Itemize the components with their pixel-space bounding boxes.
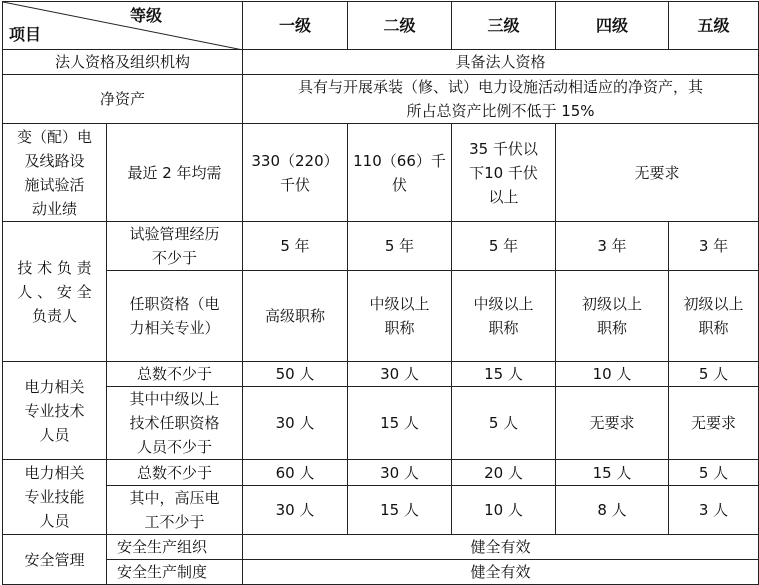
experience-label (107, 222, 243, 271)
item-label: 项目 (9, 25, 42, 44)
text-line: 试验管理经历 (129, 225, 220, 243)
skill-staff-hv-level-1: 30 人 (243, 486, 348, 535)
safety-sys-value: 健全有效 (243, 560, 759, 585)
level-3-header: 三级 (452, 2, 556, 50)
text-line: 千伏 (279, 175, 310, 194)
text-line: 初级以上 (683, 295, 744, 313)
qualification-level-5 (669, 271, 759, 362)
text-line: 力相关专业） (129, 319, 220, 337)
qualification-label (107, 271, 243, 362)
skill-staff-hv-level-4: 8 人 (556, 486, 669, 535)
text-line: 动业绩 (31, 199, 77, 218)
performance-level-3 (452, 124, 556, 222)
level-5-header: 五级 (669, 2, 759, 50)
tech-staff-category (3, 362, 107, 460)
tech-staff-total-level-1: 50 人 (243, 362, 348, 387)
diagonal-header-cell (3, 2, 243, 50)
skill-staff-total-level-2: 30 人 (348, 460, 452, 486)
text-line: 中级以上 (369, 295, 430, 313)
tech-staff-total-level-4: 10 人 (556, 362, 669, 387)
skill-staff-total-level-4: 15 人 (556, 460, 669, 486)
qualification-level-3 (452, 271, 556, 362)
skill-staff-hv-level-3: 10 人 (452, 486, 556, 535)
skill-staff-hv-label (107, 486, 243, 535)
text-line: 人员 (39, 425, 70, 444)
tech-lead-qualification-row (3, 271, 759, 362)
skill-staff-total-level-5: 5 人 (669, 460, 759, 486)
text-line: 职称 (488, 319, 519, 337)
text-line: 专业技能 (24, 488, 85, 506)
performance-level-4-5: 无要求 (556, 124, 759, 222)
safety-sys-label: 安全生产制度 (107, 560, 243, 585)
text-line: 中级以上 (473, 295, 534, 313)
text-line: 施试验活 (24, 175, 85, 194)
text-line: 职称 (596, 319, 627, 337)
text-line: 人员 (39, 512, 70, 530)
qualification-level-4 (556, 271, 669, 362)
qualification-level-2 (348, 271, 452, 362)
text-line: 负责人 (31, 306, 77, 325)
safety-org-value: 健全有效 (243, 535, 759, 560)
text-line: 职称 (384, 319, 415, 337)
skill-staff-total-level-3: 20 人 (452, 460, 556, 486)
legal-row (3, 50, 759, 75)
tech-staff-mid-row (3, 387, 759, 460)
performance-level-1 (243, 124, 348, 222)
text-line: 技术任职资格 (129, 414, 220, 432)
text-line: 专业技术 (24, 401, 85, 420)
experience-level-1: 5 年 (243, 222, 348, 271)
tech-staff-mid-level-1: 30 人 (243, 387, 348, 460)
tech-staff-mid-level-2: 15 人 (348, 387, 452, 460)
performance-level-2 (348, 124, 452, 222)
tech-lead-experience-row (3, 222, 759, 271)
skill-staff-total-row (3, 460, 759, 486)
skill-staff-total-label: 总数不少于 (107, 460, 243, 486)
tech-staff-total-label: 总数不少于 (107, 362, 243, 387)
grade-label: 等级 (129, 6, 162, 25)
experience-level-4: 3 年 (556, 222, 669, 271)
text-line: 35 千伏以 (469, 139, 538, 158)
assets-value-line: 所占总资产比例不低于 15% (406, 102, 595, 120)
safety-org-label: 安全生产组织 (107, 535, 243, 560)
skill-staff-hv-level-5: 3 人 (669, 486, 759, 535)
text-line: 工不少于 (144, 513, 205, 531)
qualification-level-1 (243, 271, 348, 362)
text-line: 下10 千伏 (469, 163, 538, 182)
text-line: 及线路设 (24, 151, 85, 170)
tech-staff-total-level-5: 5 人 (669, 362, 759, 387)
tech-staff-mid-level-4: 无要求 (556, 387, 669, 460)
skill-staff-total-level-1: 60 人 (243, 460, 348, 486)
safety-category: 安全管理 (3, 535, 107, 585)
legal-value: 具备法人资格 (243, 50, 759, 75)
text-line: 330（220） (251, 151, 339, 170)
skill-staff-category (3, 460, 107, 535)
text-line: 初级以上 (581, 295, 642, 313)
qualification-table (2, 1, 759, 585)
tech-staff-total-row (3, 362, 759, 387)
text-line: 职称 (698, 319, 729, 337)
text-line: 人 、 安 全 (17, 282, 92, 301)
assets-value-line: 具有与开展承装（修、试）电力设施活动相适应的净资产，其 (297, 78, 703, 96)
text-line: 伏 (391, 175, 407, 194)
experience-level-3: 5 年 (452, 222, 556, 271)
tech-staff-total-level-2: 30 人 (348, 362, 452, 387)
text-line: 以上 (488, 187, 519, 206)
safety-org-row (3, 535, 759, 560)
level-4-header: 四级 (556, 2, 669, 50)
level-2-header: 二级 (348, 2, 452, 50)
assets-label: 净资产 (3, 75, 243, 124)
header-row (3, 2, 759, 50)
text-line: 其中，高压电 (129, 489, 220, 507)
text-line: 任职资格（电 (129, 295, 220, 313)
assets-value (243, 75, 759, 124)
tech-lead-category (3, 222, 107, 362)
legal-label: 法人资格及组织机构 (3, 50, 243, 75)
text-line: 变（配）电 (16, 127, 92, 146)
text-line: 其中中级以上 (129, 390, 220, 408)
text-line: 人员不少于 (136, 438, 212, 456)
text-line: 高级职称 (264, 307, 325, 325)
experience-level-2: 5 年 (348, 222, 452, 271)
performance-category (3, 124, 107, 222)
text-line: 电力相关 (24, 464, 85, 482)
text-line: 电力相关 (24, 377, 85, 396)
tech-staff-mid-level-3: 5 人 (452, 387, 556, 460)
performance-sub-label: 最近 2 年均需 (107, 124, 243, 222)
performance-row (3, 124, 759, 222)
text-line: 110（66）千 (353, 151, 446, 170)
tech-staff-mid-level-5: 无要求 (669, 387, 759, 460)
tech-staff-total-level-3: 15 人 (452, 362, 556, 387)
tech-staff-mid-label (107, 387, 243, 460)
level-1-header: 一级 (243, 2, 348, 50)
skill-staff-hv-row (3, 486, 759, 535)
assets-row (3, 75, 759, 124)
text-line: 技 术 负 责 (17, 258, 92, 277)
experience-level-5: 3 年 (669, 222, 759, 271)
skill-staff-hv-level-2: 15 人 (348, 486, 452, 535)
text-line: 不少于 (151, 249, 197, 267)
